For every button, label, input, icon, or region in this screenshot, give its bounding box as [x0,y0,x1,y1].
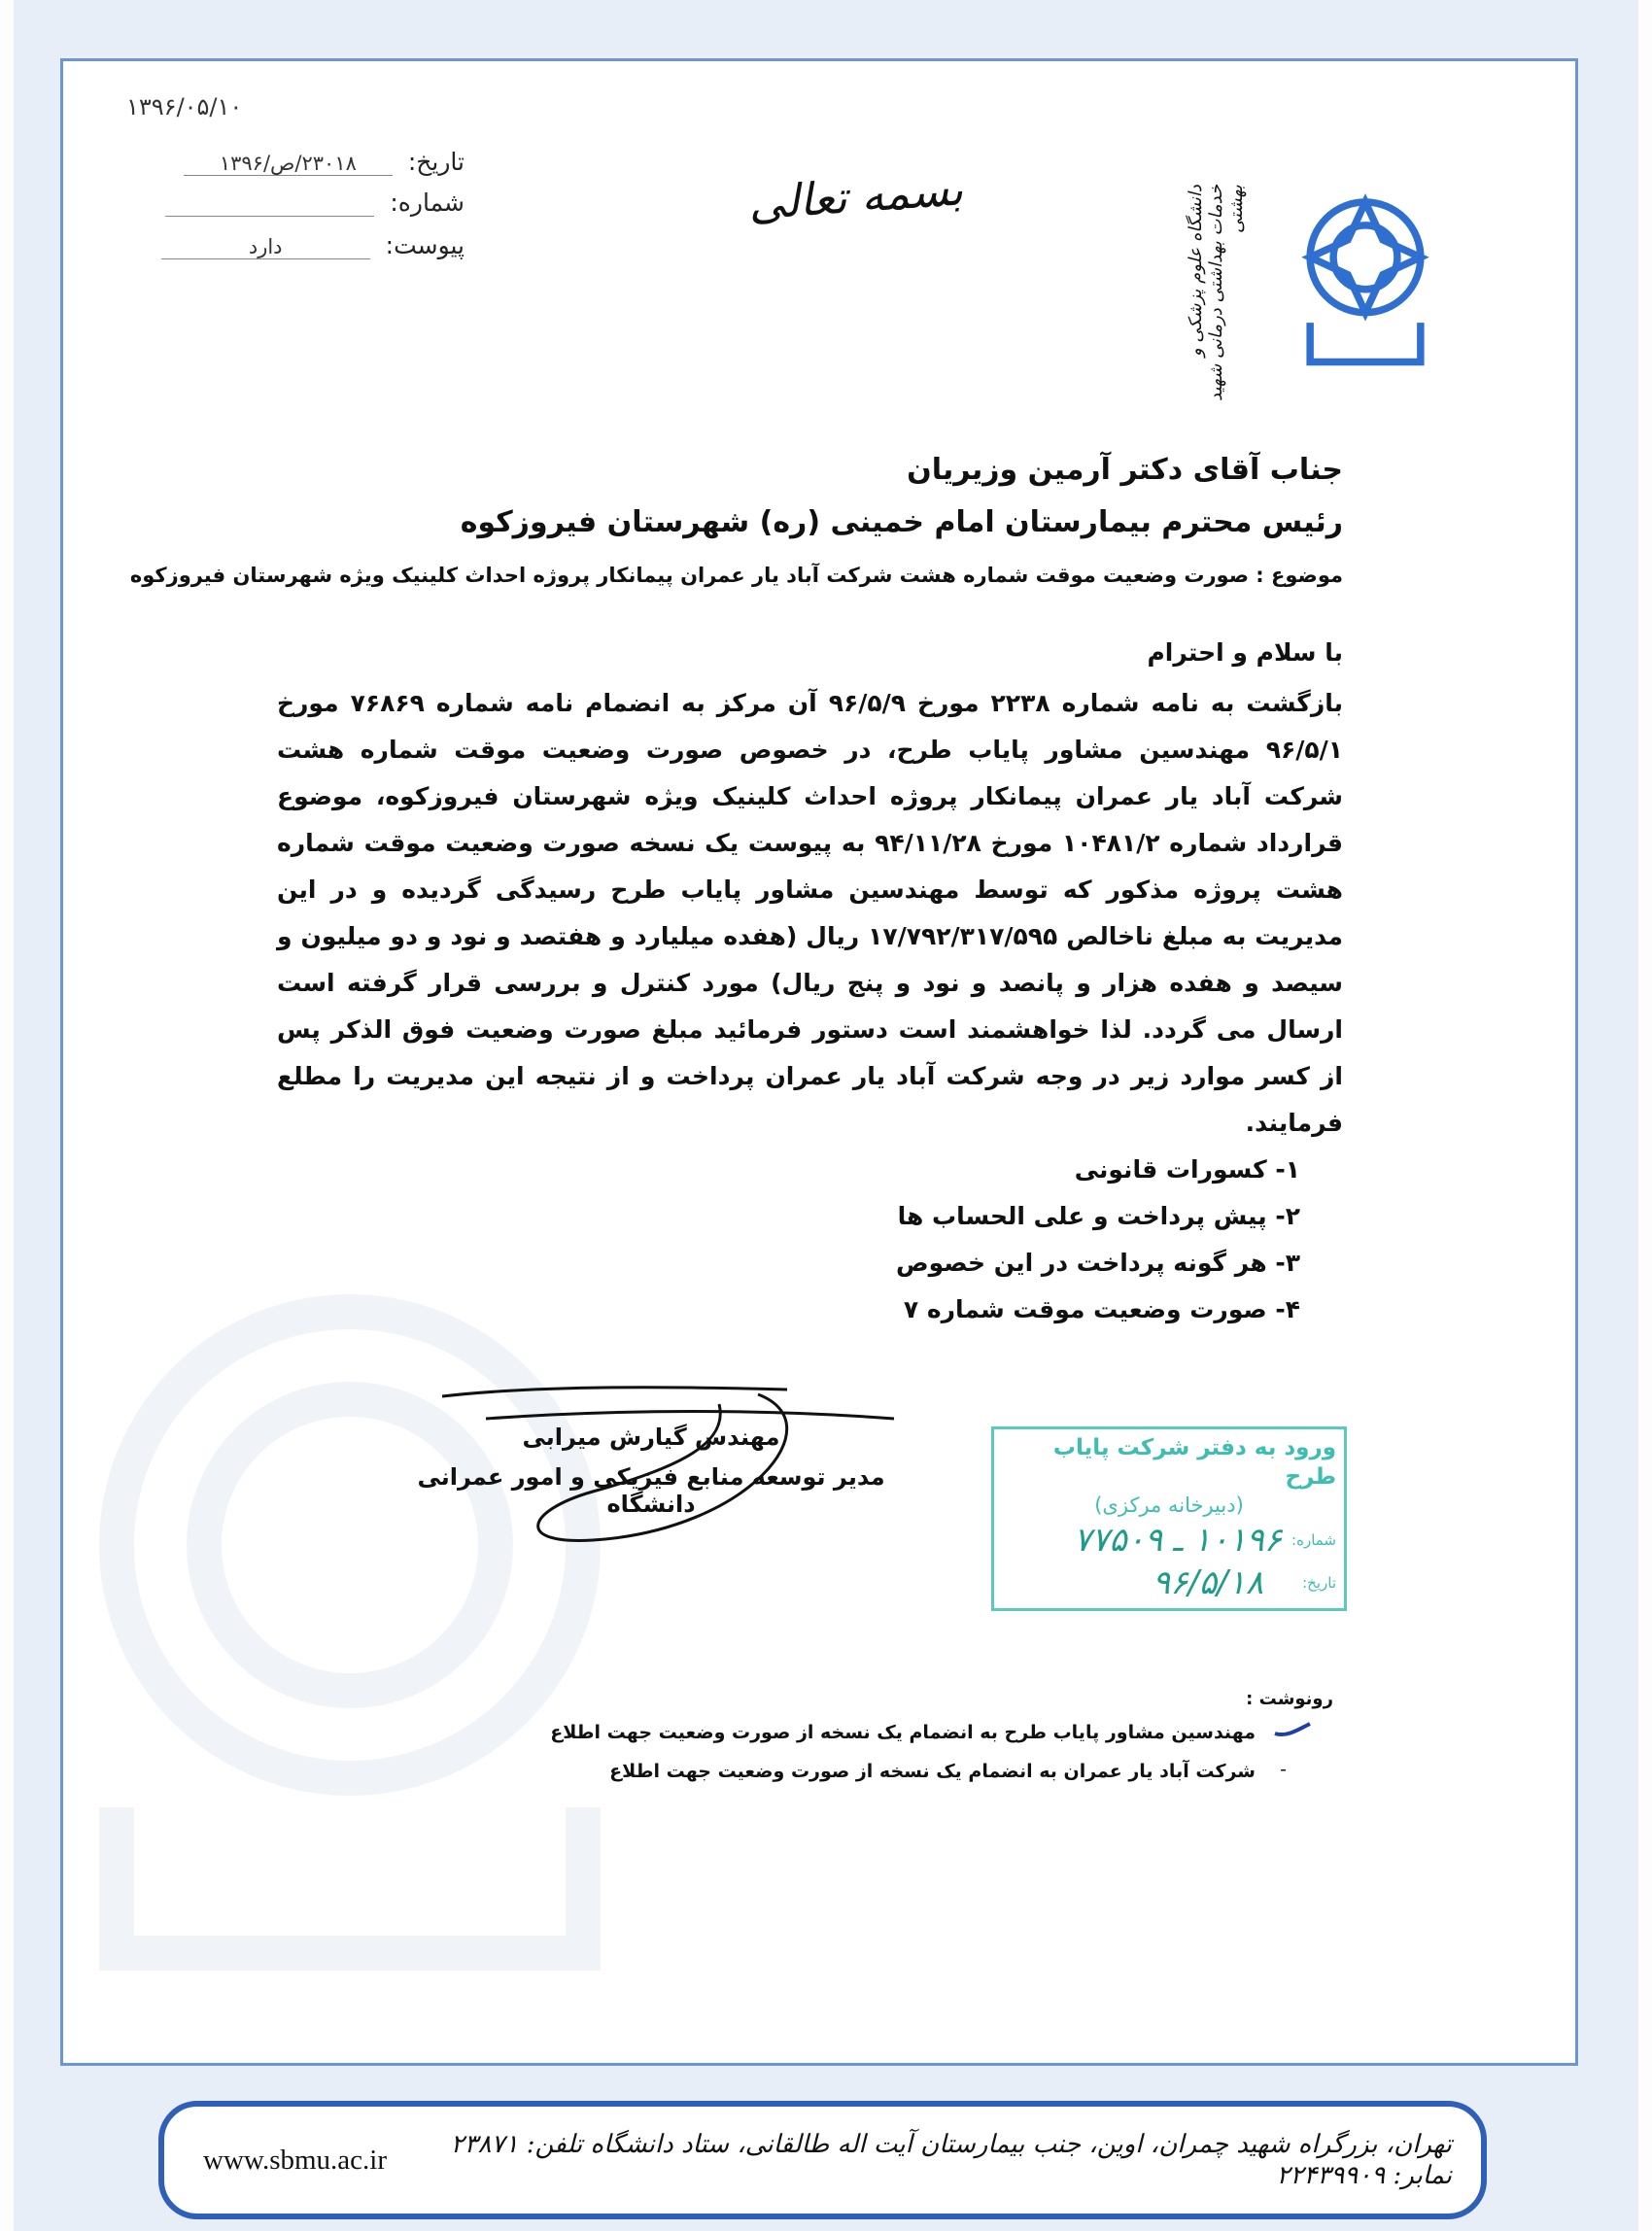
attachment-value: دارد [161,235,370,259]
date-field [184,148,465,176]
number-field [165,189,465,217]
stamp-date-label: تاریخ: [1302,1574,1336,1592]
attachment-label: پیوست: [385,231,465,259]
bismillah: بسمه تعالی [746,162,965,230]
university-logo [1176,185,1438,408]
list-item: ۳- هر گونه پرداخت در این خصوص [896,1249,1300,1277]
stamp-number-label: شماره: [1291,1531,1336,1549]
cc-label: رونوشت : [1246,1689,1333,1709]
addressee-title: رئیس محترم بیمارستان امام خمینی (ره) شهرستان فیروزکوه [460,505,1343,539]
received-stamp [991,1426,1347,1611]
signatory-title: مدیر توسعه منابع فیزیکی و امور عمرانی دانشگاه [417,1463,885,1518]
list-item: ۲- پیش پرداخت و علی الحساب ها [897,1202,1300,1230]
body-paragraph: بازگشت به نامه شماره ۲۲۳۸ مورخ ۹۶/۵/۹ آن مرکز به انضمام نامه شماره ۷۶۸۶۹ مورخ ۹۶/۵/۱ مهندسین مشاور پایاب طرح، در خصوص صورت وضعیت موقت شماره هشت شرکت آباد یار عمران پیمانکار پروژه احداث کلینیک ویژه شهرستان فیروزکوه، موضوع قرارداد شماره ۱۰۴۸۱/۲ مورخ ۹۴/۱۱/۲۸ به پیوست یک نسخه صورت وضعیت موقت شماره هشت پروژه مذکور که توسط مهندسین مشاور پایاب طرح رسیدگی گردیده و در این مدیریت به مبلغ ناخالص ۱۷/۷۹۲/۳۱۷/۵۹۵ ریال (هفده میلیارد و هفتصد و نود و دو میلیون و سیصد و هفده هزار و پانصد و نود و پنج ریال) مورد کنترل و بررسی قرار گرفته است ارسال می گردد. لذا خواهشمند است دستور فرمائید مبلغ صورت وضعیت فوق الذکر پس از کسر موارد زیر در وجه شرکت آباد یار عمران پرداخت و از نتیجه این مدیریت را مطلع فرمایند. [277,689,1343,1137]
number-label: شماره: [390,189,465,217]
stamp-subtitle: (دبیرخانه مرکزی) [1094,1493,1244,1517]
footer-address: تهران، بزرگراه شهید چمران، اوین، جنب بیمارستان آیت اله طالقانی، ستاد دانشگاه تلفن: ۲۳۸۷۱ نمابر: ۲۲۴۳۹۹۰۹ [450,2130,1452,2190]
footer-box [158,2101,1487,2219]
top-date: ۱۳۹۶/۰۵/۱۰ [126,93,243,120]
list-item: ۱- کسورات قانونی [1074,1155,1300,1184]
sbmu-emblem-icon [1292,185,1438,369]
date-value: ۲۳۰۱۸/ص/۱۳۹۶ [184,152,393,176]
signatory-name: مهندس گیارش میرابی [522,1424,780,1451]
attachment-field [161,231,465,259]
cc-item: مهندسین مشاور پایاب طرح به انضمام یک نسخه از صورت وضعیت جهت اطلاع [550,1722,1256,1743]
addressee-name: جناب آقای دکتر آرمین وزیریان [907,453,1343,487]
stamp-date-value: ۹۶/۵/۱۸ [1152,1563,1264,1602]
stamp-number-value: ۱۰۱۹۶ ـ ۷۷۵۰۹ [1073,1521,1283,1560]
cc-dash: - [1280,1759,1287,1780]
list-item: ۴- صورت وضعیت موقت شماره ۷ [903,1295,1300,1323]
cc-item: شرکت آباد یار عمران به انضمام یک نسخه از صورت وضعیت جهت اطلاع [609,1761,1256,1782]
number-value [165,216,374,217]
university-name: دانشگاه علوم پزشکی و خدمات بهداشتی درمانی شهید بهشتی [1186,185,1247,402]
letter-body [277,634,1343,1333]
date-label: تاریخ: [407,148,465,176]
handwritten-signature [428,1365,913,1560]
salutation: با سلام و احترام [1147,638,1343,667]
subject-line: موضوع : صورت وضعیت موقت شماره هشت شرکت آباد یار عمران پیمانکار پروژه احداث کلینیک ویژه شهرستان فیروزکوه [129,564,1343,587]
checkmark-icon [1273,1720,1312,1739]
stamp-title: ورود به دفتر شرکت پایاب طرح [1052,1435,1336,1490]
footer-website[interactable]: www.sbmu.ac.ir [203,2144,387,2176]
